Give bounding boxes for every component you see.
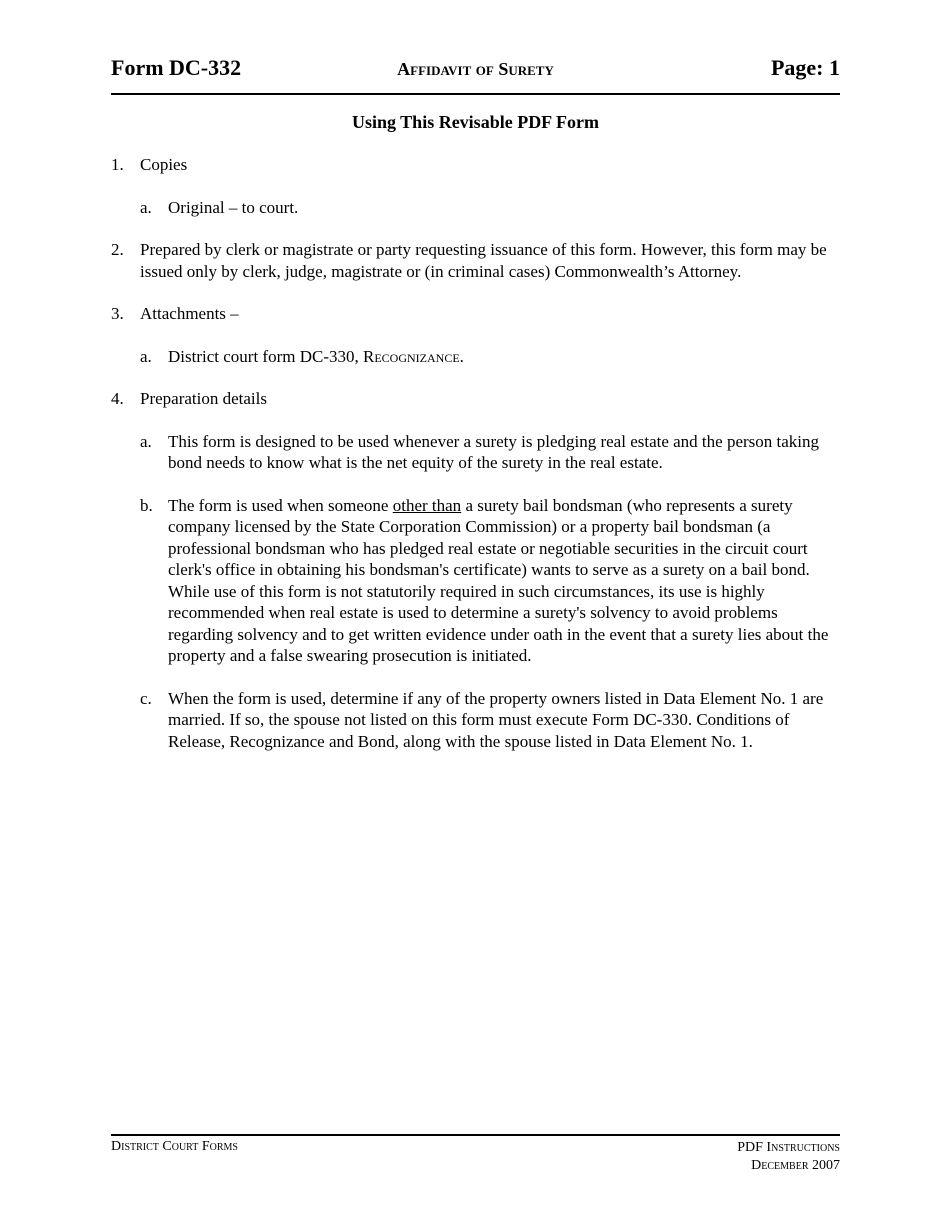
sub-item-text-before: The form is used when someone (168, 495, 393, 515)
item-text: Copies (140, 155, 188, 174)
item-number: 2. (111, 240, 124, 259)
sub-item-letter: c. (140, 688, 152, 708)
page-header (111, 55, 840, 87)
item-text: Attachments – (140, 304, 239, 323)
sub-item (140, 431, 840, 474)
footer-right-line2: December 2007 (751, 1158, 840, 1173)
document-title: Using This Revisable PDF Form (351, 112, 599, 132)
list-item (111, 239, 840, 282)
item-number: 1. (111, 155, 124, 174)
recognizance-term: Recognizance (363, 346, 460, 366)
sub-item-text: When the form is used, determine if any of the property owners listed in Data Element No. 1 are married. If so, the spouse not listed on this form must execute Form DC-330. Conditions of Release, Recognizance and Bond, along with the spouse listed in Data Element No. 1. (168, 688, 824, 751)
item-text: Prepared by clerk or magistrate or party requesting issuance of this form. However, this form may be issued only by clerk, judge, magistrate or (in criminal cases) Commonwealth’s Attorney. (140, 240, 827, 281)
sub-item-letter: a. (140, 197, 152, 217)
sub-item (140, 346, 840, 368)
sub-item-letter: b. (140, 495, 153, 515)
footer-divider (111, 1134, 840, 1136)
underlined-phrase: other than (392, 495, 462, 515)
sub-item-text (168, 347, 464, 366)
sub-item-text-before: District court form DC-330, (168, 346, 363, 366)
list-item (111, 303, 840, 367)
sub-item-letter: a. (140, 431, 152, 451)
item-number: 4. (111, 389, 124, 408)
sub-item-text: This form is designed to be used whenever a surety is pledging real estate and the person taking bond needs to know what is the net equity of the surety in the real estate. (168, 431, 820, 472)
header-divider (111, 93, 840, 95)
sub-item-text-after: . (459, 346, 464, 366)
item-number: 3. (111, 304, 124, 323)
sub-item-text: Original – to court. (168, 197, 299, 217)
item-text: Preparation details (140, 389, 267, 408)
form-title: Affidavit of Surety (397, 59, 554, 79)
sub-item-text (168, 496, 828, 666)
list-item (111, 388, 840, 752)
sub-item-letter: a. (140, 346, 152, 366)
footer-right (737, 1139, 840, 1175)
instructions-list (111, 154, 840, 773)
page-number: Page: 1 (770, 55, 840, 80)
footer-left: District Court Forms (111, 1139, 238, 1154)
list-item (111, 154, 840, 218)
footer-right-line1: PDF Instructions (737, 1140, 840, 1155)
sub-item (140, 688, 840, 753)
sub-item (140, 197, 840, 219)
sub-item-text-after: a surety bail bondsman (who represents a surety company licensed by the State Corporation Commission) or a property bail bondsman (a professional bondsman who has pledged real estate or negotiable securities in the circuit court clerk's office in obtaining his bondsman's certificate) wants to serve as a surety on a bail bond. While use of this form is not statutorily required in such circumstances, its use is highly recommended when real estate is used to determine a surety's solvency to avoid problems regarding solvency and to get written evidence under oath in the event that a surety lies about the property and a false swearing prosecution is initiated. (168, 495, 829, 665)
sub-item (140, 495, 840, 667)
form-id: Form DC-332 (111, 55, 242, 80)
